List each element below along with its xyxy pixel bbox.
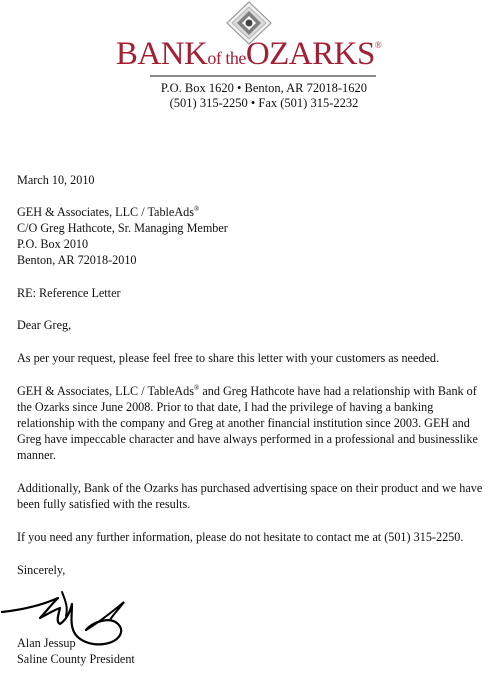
letterhead-address: P.O. Box 1620 • Benton, AR 72018-1620 <box>160 81 368 95</box>
paragraph-2-line-3: relationship with the company and Greg at another financial institution since 2003. GEH and <box>17 416 470 430</box>
paragraph-1: As per your request, please feel free to share this letter with your customers as needed. <box>17 351 440 365</box>
paragraph-3-line-1: Additionally, Bank of the Ozarks has purchased advertising space on their product and we have <box>17 481 483 495</box>
signer-title: Saline County President <box>17 652 135 666</box>
recipient-city: Benton, AR 72018-2010 <box>17 253 137 267</box>
signer-name: Alan Jessup <box>17 636 76 650</box>
letter-closing: Sincerely, <box>17 563 66 577</box>
recipient-company: GEH & Associates, LLC / TableAds® <box>17 205 200 219</box>
recipient-po-box: P.O. Box 2010 <box>17 237 89 251</box>
recipient-attention: C/O Greg Hathcote, Sr. Managing Member <box>17 221 228 235</box>
letterhead-phone: (501) 315-2250 • Fax (501) 315-2232 <box>169 96 359 110</box>
letter-date: March 10, 2010 <box>17 173 95 187</box>
bank-name-logo: BANKof theOZARKS® <box>115 36 382 72</box>
letter-subject: RE: Reference Letter <box>17 286 121 300</box>
letterhead-divider <box>150 75 376 77</box>
paragraph-4: If you need any further information, please do not hesitate to contact me at (501) 315-2250. <box>17 530 464 544</box>
paragraph-2-line-4: Greg have impeccable character and have always performed in a professional and businesslike <box>17 432 478 446</box>
paragraph-2-line-2: the Ozarks since June 2008. Prior to that date, I had the privilege of having a banking <box>17 400 434 414</box>
paragraph-2-line-1: GEH & Associates, LLC / TableAds® and Greg Hathcote have had a relationship with Bank of <box>17 384 477 398</box>
paragraph-2-line-5: manner. <box>17 448 56 462</box>
paragraph-3-line-2: been fully satisfied with the results. <box>17 497 191 511</box>
letter-salutation: Dear Greg, <box>17 318 72 332</box>
